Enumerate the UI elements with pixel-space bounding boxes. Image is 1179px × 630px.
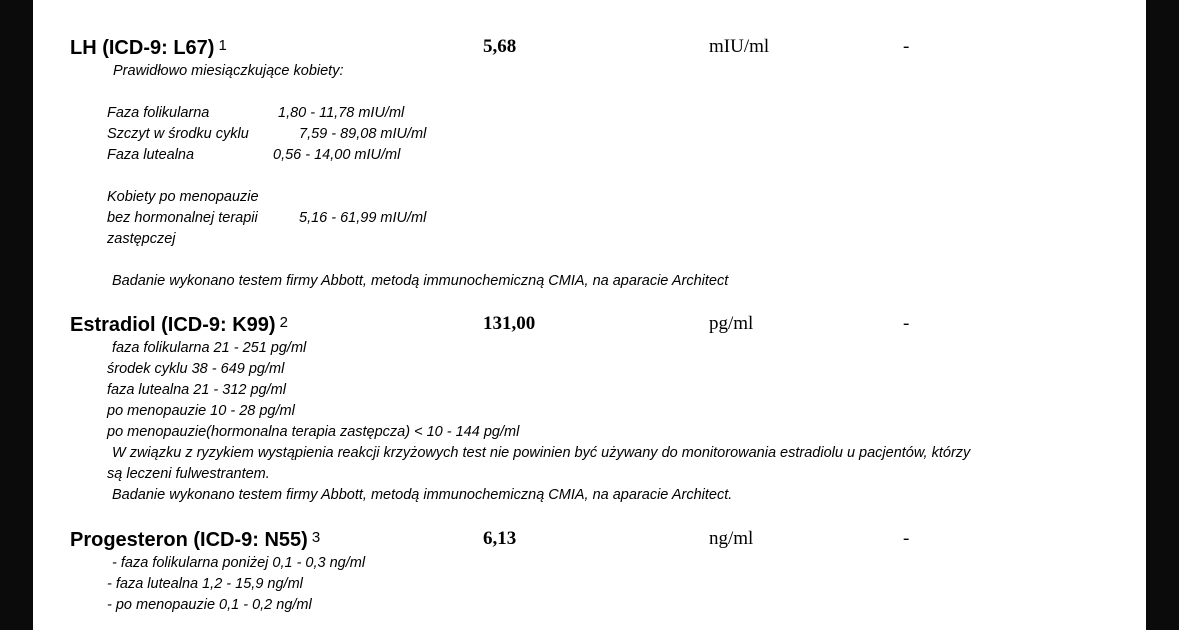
result-value-estradiol: 131,00 [483,313,536,334]
menopause-range: 5,16 - 61,99 mIU/ml [299,210,427,226]
menopause-label: bez hormonalnej terapii [107,210,258,226]
ref-line: faza lutealna 21 - 312 pg/ml [107,382,286,398]
ref-line: - faza folikularna poniżej 0,1 - 0,3 ng/ml [112,555,366,571]
method-note-estradiol: Badanie wykonano testem firmy Abbott, metodą immunochemiczną CMIA, na aparacie Architect. [112,487,733,503]
ref-line: - faza lutealna 1,2 - 15,9 ng/ml [107,576,303,592]
method-note-lh: Badanie wykonano testem firmy Abbott, metodą immunochemiczną CMIA, na aparacie Architect [112,273,729,289]
ref-line: faza folikularna 21 - 251 pg/ml [112,340,307,356]
phase-range: 1,80 - 11,78 mIU/ml [278,105,405,121]
test-name-progesteron: Progesteron (ICD-9: N55) $^3$ [70,529,321,551]
test-name-estradiol: Estradiol (ICD-9: K99) $^2$ [70,314,288,336]
document-page [33,0,1146,630]
ref-line: - po menopauzie 0,1 - 0,2 ng/ml [107,597,312,613]
result-value-progesteron: 6,13 [483,528,517,549]
ref-line: po menopauzie 10 - 28 pg/ml [107,403,295,419]
test-name-lh: LH (ICD-9: L67) $^1$ [70,37,227,59]
phase-label: Faza folikularna [107,105,210,121]
warning-note: W związku z ryzykiem wystąpienia reakcji krzyżowych test nie powinien być używany do monitorowania estradiolu u pacjentów, którzy [112,445,971,461]
phase-range: 0,56 - 14,00 mIU/ml [273,147,401,163]
ref-header-lh: Prawidłowo miesiączkujące kobiety: [113,63,344,79]
result-unit-estradiol: pg/ml [709,313,754,334]
footnote-marker: 1 [218,37,227,54]
menopause-label: Kobiety po menopauzie [107,189,259,205]
result-unit-lh: mIU/ml [709,36,770,57]
result-value-lh: 5,68 [483,36,517,57]
phase-range: 7,59 - 89,08 mIU/ml [299,126,427,142]
ref-line: środek cyklu 38 - 649 pg/ml [107,361,285,377]
phase-label: Faza lutealna [107,147,195,163]
ref-line: po menopauzie(hormonalna terapia zastępcza) < 10 - 144 pg/ml [107,424,520,440]
phase-label: Szczyt w środku cyklu [107,126,249,142]
footnote-marker: 3 [311,529,321,546]
result-unit-progesteron: ng/ml [709,528,754,549]
result-flag-estradiol: - [903,313,910,334]
menopause-label: zastępczej [107,231,176,247]
result-flag-lh: - [903,36,910,57]
result-flag-progesteron: - [903,528,910,549]
warning-note: są leczeni fulwestrantem. [107,466,270,482]
footnote-marker: 2 [279,314,288,331]
